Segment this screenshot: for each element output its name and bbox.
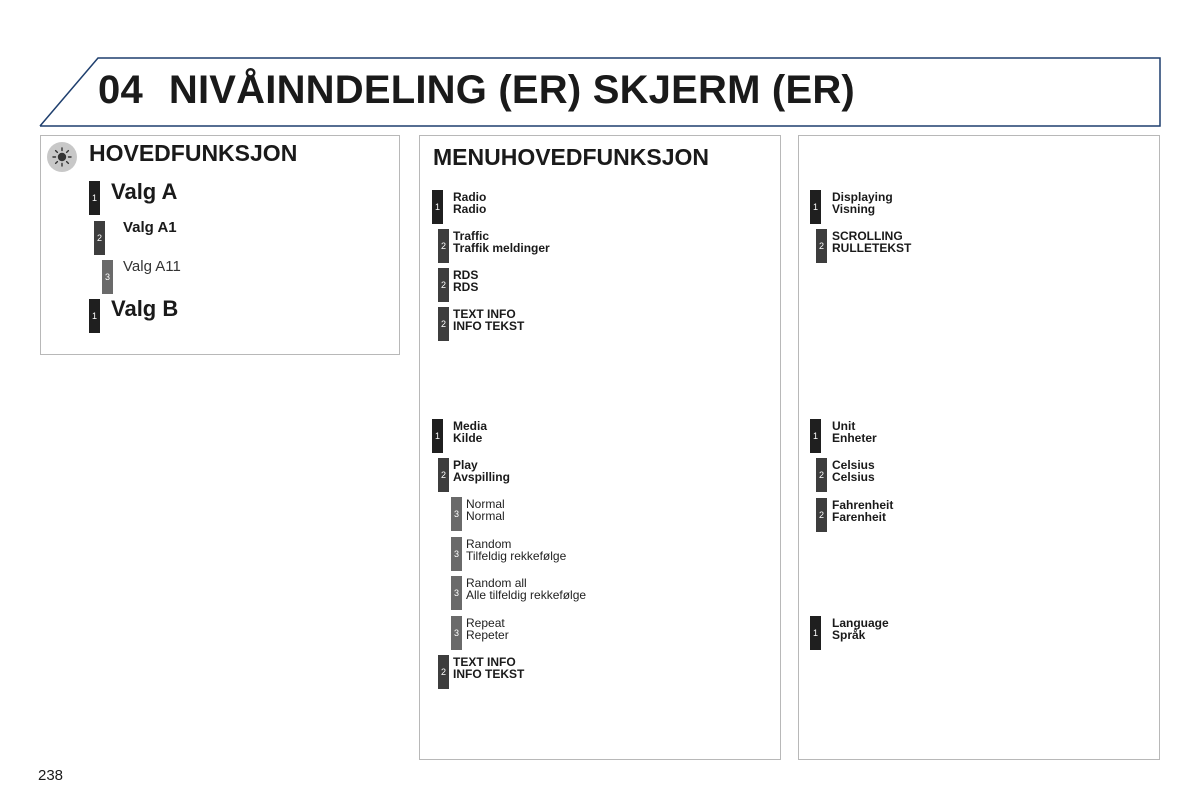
item-translation: Alle tilfeldig rekkefølge [466, 588, 587, 602]
options-panel [798, 135, 1160, 760]
item-label: Celsius [832, 458, 875, 472]
level-badge: 2 [438, 229, 449, 263]
item-label: Language [832, 616, 889, 630]
item-label: Fahrenheit [832, 498, 894, 512]
level-badge: 3 [451, 576, 462, 610]
level-badge: 2 [438, 458, 449, 492]
level-badge: 2 [438, 268, 449, 302]
level-badge: 2 [438, 655, 449, 689]
item-translation: INFO TEKST [453, 319, 525, 333]
item-label: Normal [466, 497, 505, 511]
legend-title: HOVEDFUNKSJON [89, 140, 298, 166]
item-translation: Farenheit [832, 510, 887, 524]
level-badge: 1 [89, 181, 100, 215]
item-label: TEXT INFO [453, 307, 516, 321]
item-translation: Språk [832, 628, 866, 642]
item-translation: Kilde [453, 431, 483, 445]
level-badge: 3 [451, 616, 462, 650]
item-translation: INFO TEKST [453, 667, 525, 681]
item-label: Radio [453, 190, 487, 204]
level-badge: 3 [102, 260, 113, 294]
legend-label: Valg A1 [123, 219, 177, 236]
level-badge: 1 [810, 616, 821, 650]
legend-label: Valg A11 [123, 258, 181, 275]
legend-panel [40, 135, 400, 355]
legend-label: Valg A [111, 179, 178, 204]
item-translation: Celsius [832, 470, 875, 484]
item-label: Play [453, 458, 478, 472]
level-badge: 2 [816, 458, 827, 492]
level-badge: 2 [816, 498, 827, 532]
level-badge: 3 [451, 497, 462, 531]
chapter-header [0, 0, 1200, 130]
main-function-icon [47, 142, 77, 172]
level-badge: 1 [810, 419, 821, 453]
level-badge: 2 [438, 307, 449, 341]
chapter-number: 04 [98, 68, 143, 112]
item-label: Random all [466, 576, 527, 590]
level-badge: 1 [810, 190, 821, 224]
panel-title: MENUHOVEDFUNKSJON [433, 144, 710, 170]
level-badge: 1 [432, 190, 443, 224]
item-label: Traffic [453, 229, 490, 243]
legend-label: Valg B [111, 296, 179, 321]
level-badge: 1 [89, 299, 100, 333]
item-label: Unit [832, 419, 856, 433]
item-label: Displaying [832, 190, 893, 204]
chapter-title [98, 68, 855, 113]
item-translation: RULLETEKST [832, 241, 912, 255]
item-translation: Radio [453, 202, 487, 216]
item-label: Media [453, 419, 488, 433]
chapter-title-text: NIVÅINNDELING (ER) SKJERM (ER) [168, 68, 855, 112]
level-badge: 3 [451, 537, 462, 571]
item-translation: Repeter [466, 628, 509, 642]
item-translation: Visning [832, 202, 876, 216]
item-translation: RDS [453, 280, 479, 294]
item-translation: Tilfeldig rekkefølge [466, 549, 567, 563]
level-badge: 2 [816, 229, 827, 263]
item-translation: Enheter [832, 431, 877, 445]
item-translation: Normal [466, 509, 505, 523]
item-label: SCROLLING [832, 229, 903, 243]
item-label: Repeat [466, 616, 505, 630]
item-translation: Traffik meldinger [453, 241, 550, 255]
item-label: Random [466, 537, 512, 551]
item-label: RDS [453, 268, 479, 282]
item-label: TEXT INFO [453, 655, 516, 669]
menu-panel [419, 135, 781, 760]
page-number: 238 [38, 767, 64, 784]
level-badge: 1 [432, 419, 443, 453]
level-badge: 2 [94, 221, 105, 255]
item-translation: Avspilling [453, 470, 510, 484]
